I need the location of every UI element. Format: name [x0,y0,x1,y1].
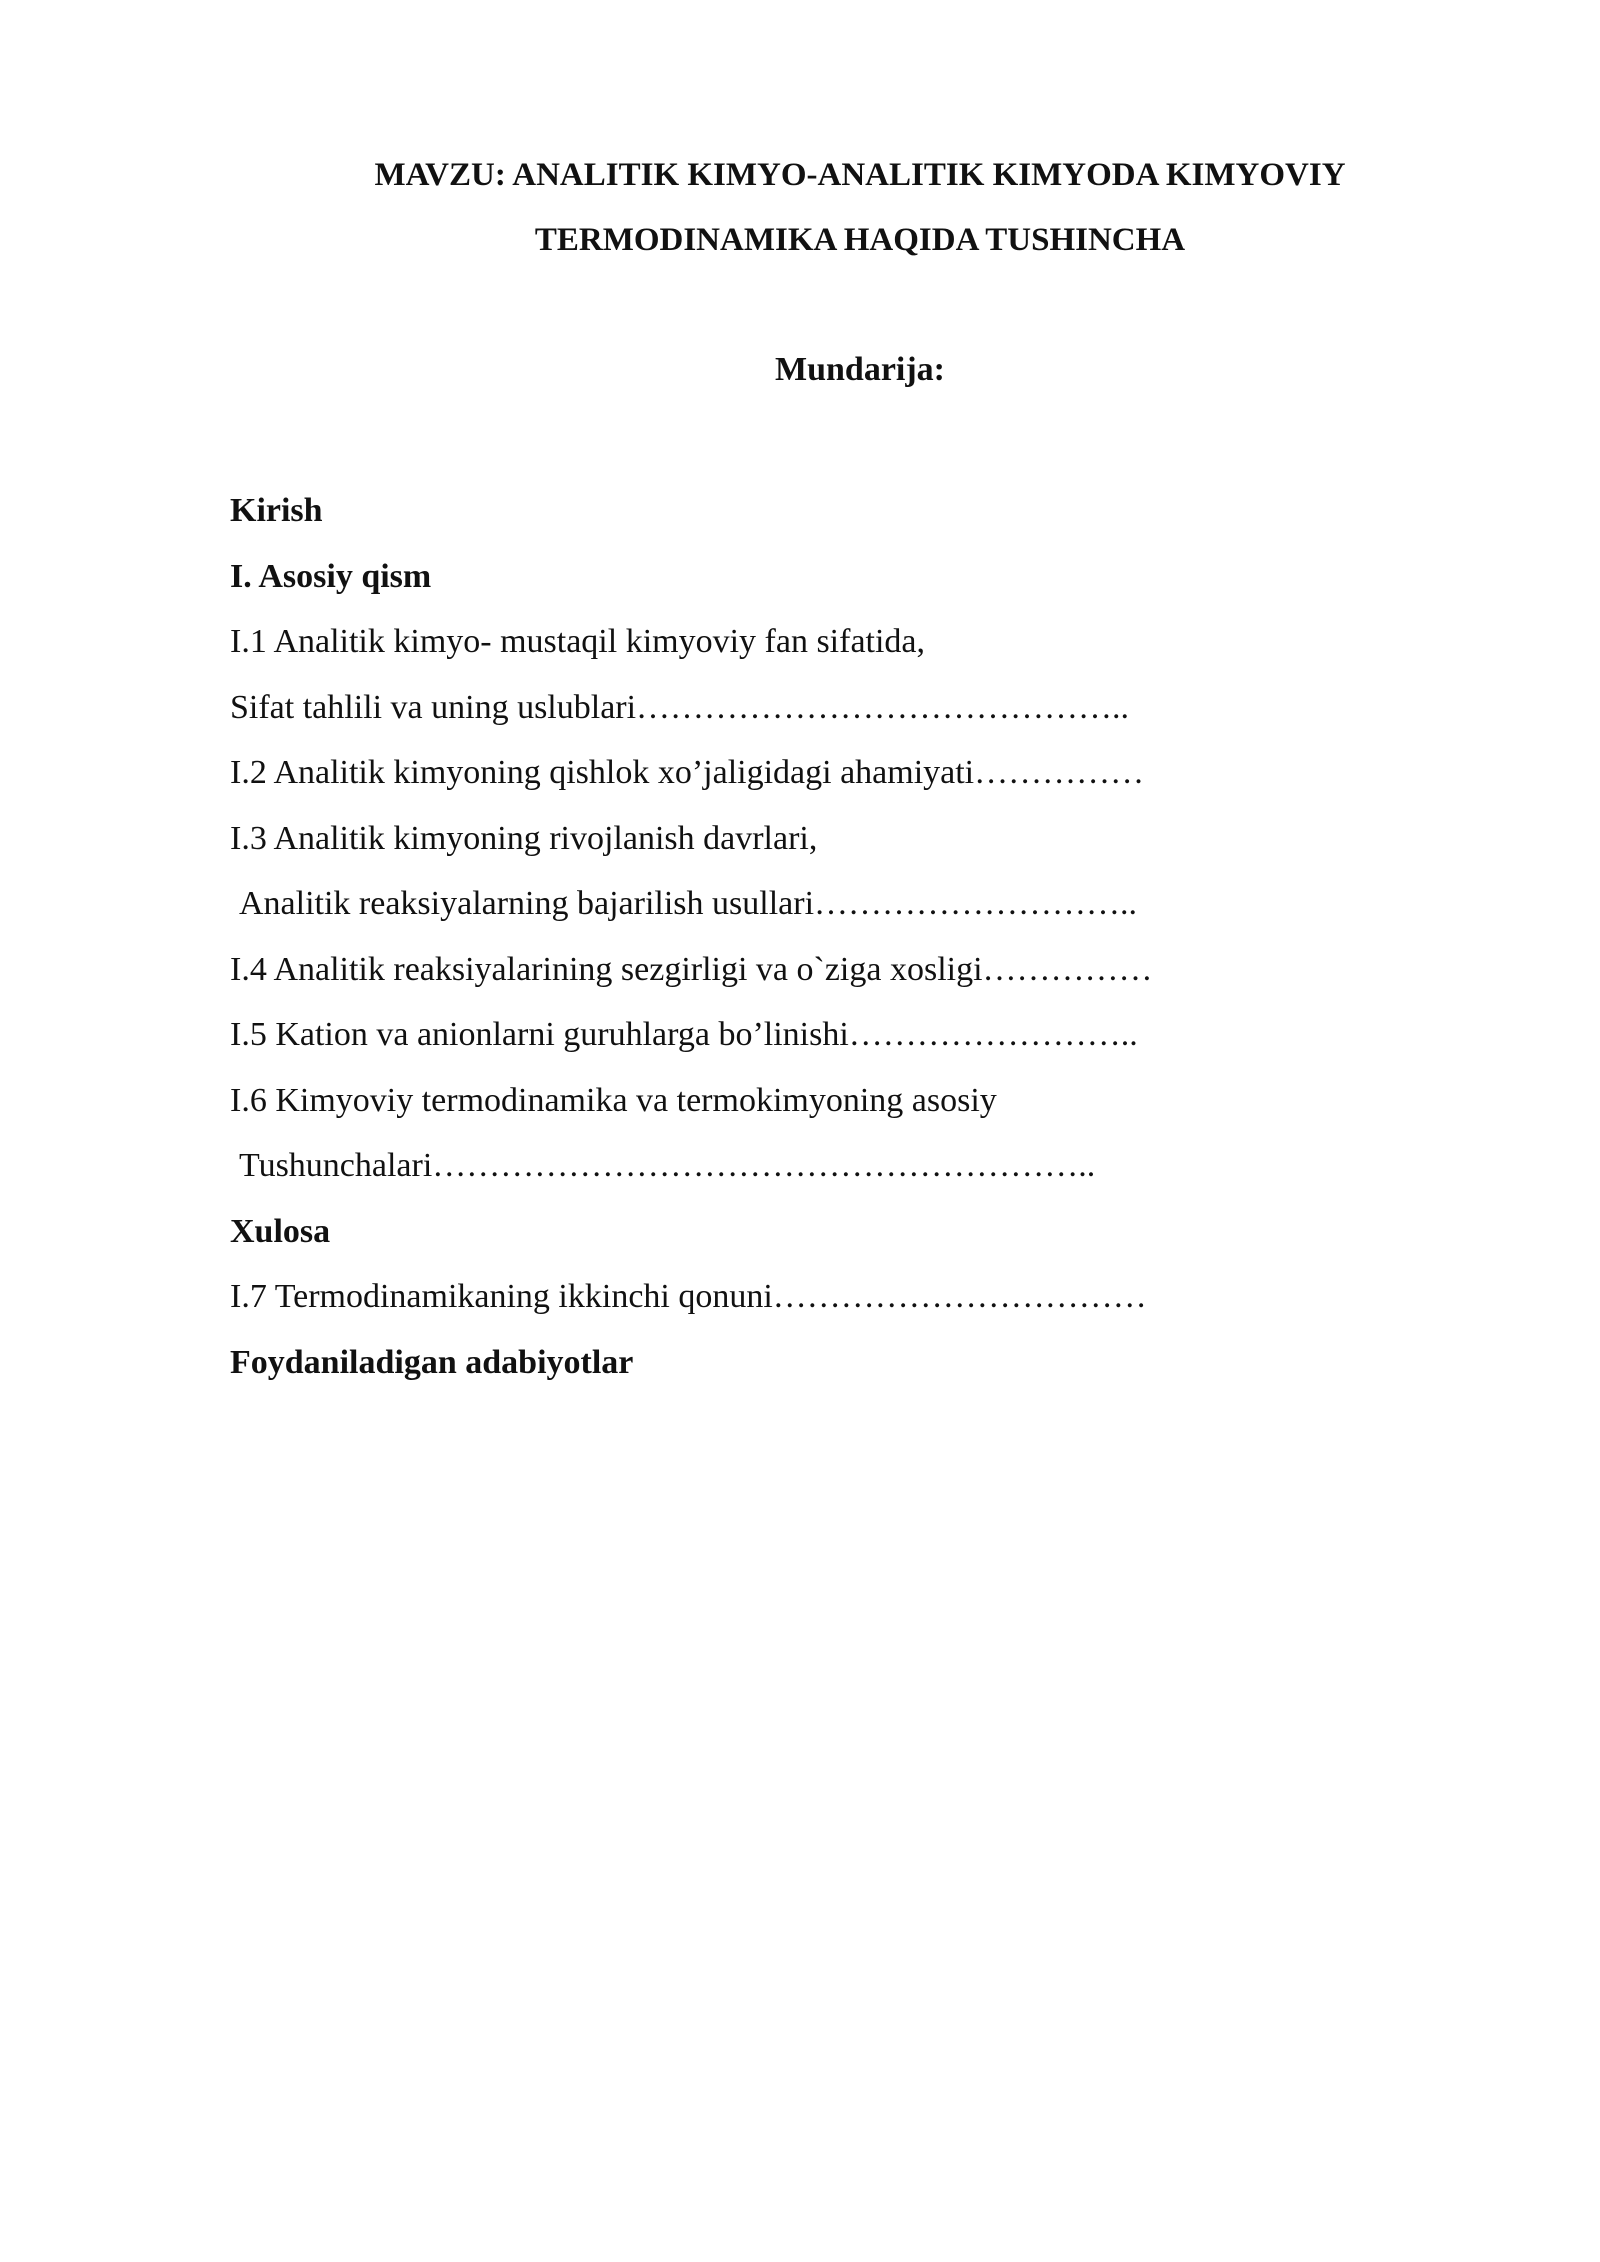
toc-entry-1-4: I.4 Analitik reaksiyalarining sezgirligi va o`ziga xosligi…………… [230,950,1153,988]
toc-entry-1-6-continued: Tushunchalari………………………………………………….. [239,1147,1096,1184]
toc-entry-1-3: I.3 Analitik kimyoning rivojlanish davrlari, [230,819,818,857]
table-of-contents-heading: Mundarija: [775,351,945,388]
document-title-line-1: MAVZU: ANALITIK KIMYO-ANALITIK KIMYODA KIMYOVIY [374,157,1346,193]
toc-entry-xulosa: Xulosa [230,1212,331,1250]
toc-entry-adabiyotlar: Foydaniladigan adabiyotlar [230,1343,634,1381]
toc-entry-kirish: Kirish [230,492,323,529]
toc-entry-1-2: I.2 Analitik kimyoning qishlok xo’jaligidagi ahamiyati…………… [230,754,1145,791]
toc-entry-asosiy-qism: I. Asosiy qism [230,557,432,595]
document-title-line-2: TERMODINAMIKA HAQIDA TUSHINCHA [534,222,1186,258]
toc-entry-1-1-continued: Sifat tahlili va uning uslublari…………………………………….. [230,688,1130,726]
toc-entry-1-7: I.7 Termodinamikaning ikkinchi qonuni…………………………… [230,1278,1147,1315]
table-of-contents [230,478,1530,1395]
toc-entry-1-1: I.1 Analitik kimyo- mustaqil kimyoviy fan sifatida, [230,623,926,660]
toc-entry-1-3-continued: Analitik reaksiyalarning bajarilish usullari……………………….. [239,885,1138,922]
toc-entry-1-6: I.6 Kimyoviy termodinamika va termokimyoning asosiy [230,1081,997,1119]
toc-entry-1-5: I.5 Kation va anionlarni guruhlarga bo’linishi…………………….. [230,1016,1138,1053]
